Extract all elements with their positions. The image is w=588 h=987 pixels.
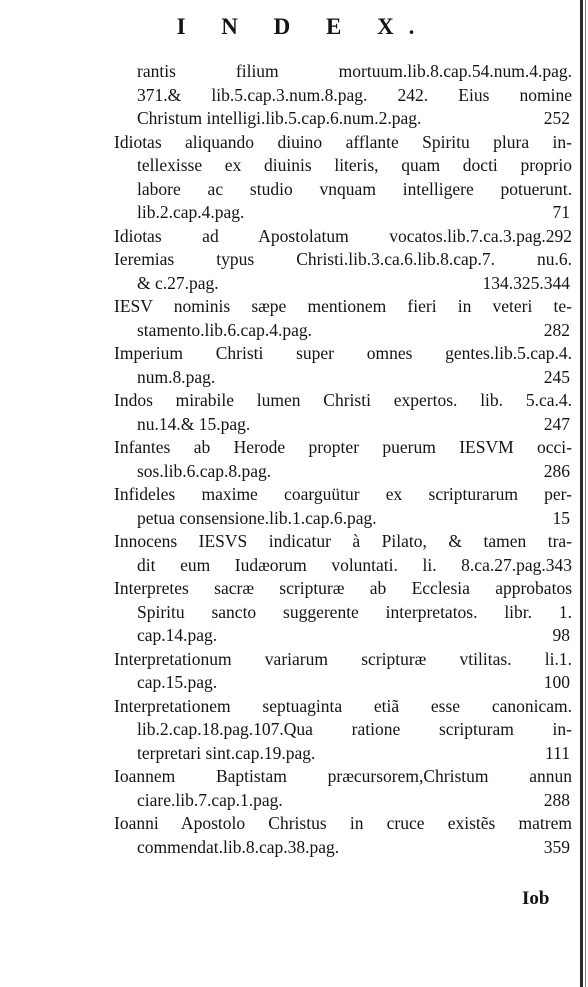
index-line (137, 742, 572, 766)
index-line-text: nu.14.& 15.pag. (137, 413, 251, 434)
page-reference-number: 359 (543, 836, 570, 857)
index-line: Ioannem Baptistam præcursorem,Christum annun (114, 766, 572, 786)
index-line (137, 460, 572, 484)
index-line-text: & c.27.pag. (137, 272, 219, 293)
index-line: tellexisse ex diuinis literis, quam docti proprio (137, 155, 572, 175)
catchword: Iob (522, 888, 550, 909)
page-reference-number: 247 (543, 413, 570, 434)
index-line: Infideles maxime coarguütur ex scripturarum per- (114, 484, 572, 504)
page-header: I N D E X. (176, 14, 430, 39)
index-line: Interpretationum variarum scripturæ vtilitas. li.1. (114, 648, 572, 669)
index-line: Spiritu sancto suggerente interpretatos. libr. 1. (137, 601, 572, 622)
page-edge-rule (580, 0, 583, 987)
index-line (137, 201, 572, 225)
index-line-text: commendat.lib.8.cap.38.pag. (137, 836, 340, 857)
index-line: Ieremias typus Christi.lib.3.ca.6.lib.8.cap.7. nu.6. (114, 249, 572, 269)
index-line: 371.& lib.5.cap.3.num.8.pag. 242. Eius nomine (137, 84, 572, 105)
index-line (137, 507, 572, 531)
index-line-text: petua consensione.lib.1.cap.6.pag. (137, 507, 377, 528)
index-line-text: num.8.pag. (137, 366, 216, 387)
page-reference-number: 15 (552, 507, 570, 528)
index-line: IESV nominis sæpe mentionem fieri in veteri te- (114, 296, 572, 316)
index-line-text: sos.lib.6.cap.8.pag. (137, 460, 272, 481)
index-line (137, 413, 572, 437)
index-line-text: terpretari sint.cap.19.pag. (137, 742, 316, 763)
index-line (137, 836, 572, 860)
index-line: Interpretes sacræ scripturæ ab Ecclesia approbatos (114, 578, 572, 598)
index-line (137, 366, 572, 390)
index-line: Ioanni Apostolo Christus in cruce existẽs matrem (114, 813, 572, 833)
index-line: Idiotas ad Apostolatum vocatos.lib.7.ca.3.pag.292 (114, 225, 572, 246)
index-entries (114, 60, 572, 859)
index-line (137, 671, 572, 695)
index-line-text: ciare.lib.7.cap.1.pag. (137, 789, 283, 810)
index-line: Imperium Christi super omnes gentes.lib.5.cap.4. (114, 343, 572, 363)
index-line (137, 107, 572, 131)
page-reference-number: 286 (543, 460, 570, 481)
index-line-text: cap.14.pag. (137, 625, 218, 645)
page-reference-number: 252 (543, 108, 570, 128)
page-reference-number: 100 (543, 672, 570, 692)
index-line-text: stamento.lib.6.cap.4.pag. (137, 319, 312, 340)
index-line: dit eum Iudæorum voluntati. li. 8.ca.27.pag.343 (137, 554, 572, 575)
index-line: lib.2.cap.18.pag.107.Qua ratione scripturam in- (137, 719, 572, 739)
index-line-text: lib.2.cap.4.pag. (137, 202, 245, 222)
page-reference-number: 288 (543, 789, 570, 810)
page-reference-number: 134.325.344 (482, 272, 570, 293)
page-reference-number: 245 (543, 366, 570, 387)
index-line-text: cap.15.pag. (137, 672, 218, 692)
page-edge-rule-thin (585, 0, 586, 987)
index-line (137, 789, 572, 813)
index-line (137, 272, 572, 296)
page-reference-number: 71 (552, 202, 570, 222)
index-line: Innocens IESVS indicatur à Pilato, & tamen tra- (114, 531, 572, 551)
index-line (137, 624, 572, 648)
page-reference-number: 111 (545, 742, 570, 763)
index-line: Infantes ab Herode propter puerum IESVM occi- (114, 437, 572, 457)
page-reference-number: 282 (543, 319, 570, 340)
index-line: Indos mirabile lumen Christi expertos. lib. 5.ca.4. (114, 390, 572, 410)
index-line (137, 319, 572, 343)
index-line: Idiotas aliquando diuino afflante Spiritu plura in- (114, 131, 572, 152)
index-line: labore ac studio vnquam intelligere potuerunt. (137, 178, 572, 199)
page-reference-number: 98 (552, 625, 570, 645)
index-line: rantis filium mortuum.lib.8.cap.54.num.4.pag. (137, 61, 572, 81)
index-line: Interpretationem septuaginta etiã esse canonicam. (114, 695, 572, 716)
index-line-text: Christum intelligi.lib.5.cap.6.num.2.pag. (137, 108, 422, 128)
